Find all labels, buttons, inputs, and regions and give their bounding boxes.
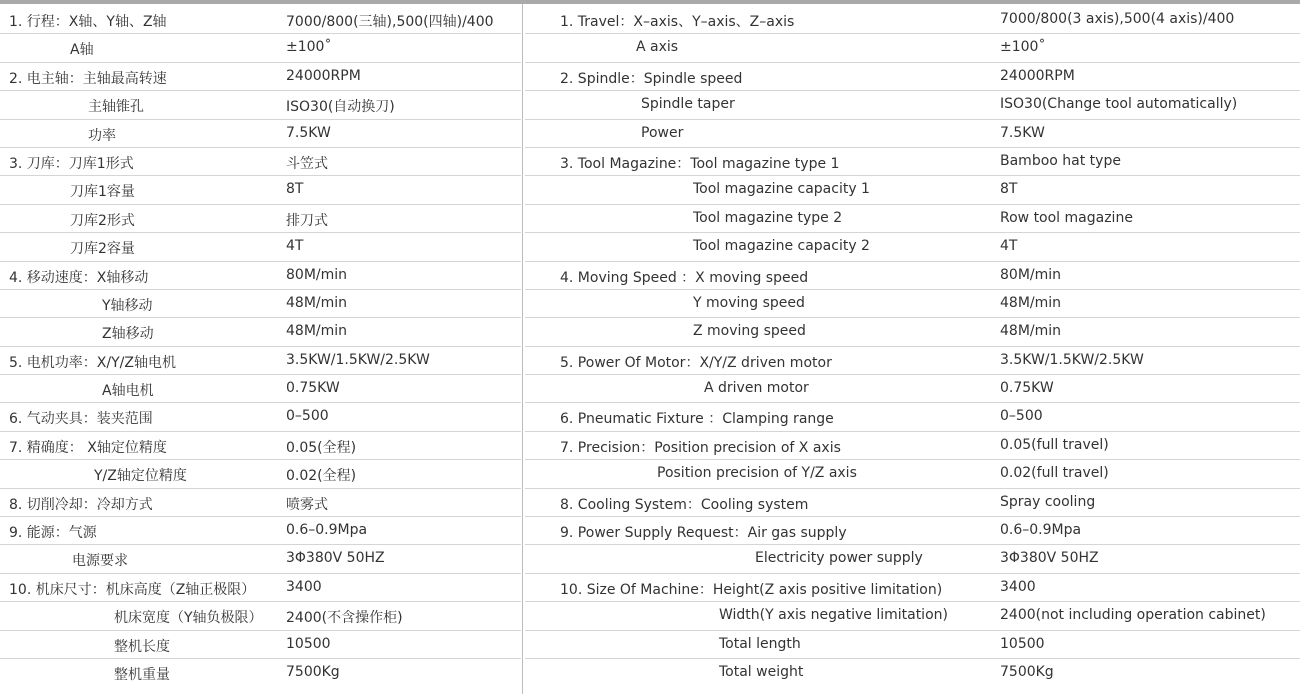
spec-row (525, 233, 1300, 261)
spec-value: 0.05(全程) (286, 439, 357, 456)
spec-row (525, 262, 1300, 290)
spec-value: 8T (1000, 181, 1018, 198)
spec-value: Row tool magazine (1000, 209, 1133, 226)
spec-label: Tool magazine capacity 2 (693, 238, 870, 255)
spec-row (525, 91, 1300, 119)
spec-value: 48M/min (286, 294, 348, 311)
spec-value: 7000/800(3 axis),500(4 axis)/400 (1000, 11, 1235, 27)
spec-value: 3Φ380V 50HZ (1000, 550, 1099, 567)
spec-label: 5. Power Of Motor：X/Y/Z driven motor (560, 354, 832, 371)
spec-row (525, 176, 1300, 204)
spec-row (525, 489, 1300, 517)
spec-label: Z moving speed (693, 323, 806, 340)
spec-row (0, 574, 521, 602)
spec-value: 4T (286, 238, 304, 255)
spec-label: Spindle taper (641, 96, 735, 113)
spec-value: ±100˚ (1000, 39, 1046, 56)
spec-row (525, 545, 1300, 573)
spec-row (525, 6, 1300, 34)
spec-value: 0.75KW (286, 380, 340, 397)
spec-label: A轴 (70, 42, 94, 59)
spec-label: 1. Travel：X–axis、Y–axis、Z–axis (560, 14, 795, 30)
spec-value: 喷雾式 (286, 496, 328, 513)
spec-value: ±100˚ (286, 39, 332, 56)
spec-value: ISO30(Change tool automatically) (1000, 96, 1238, 113)
spec-row (0, 403, 521, 431)
spec-value: 24000RPM (286, 67, 361, 84)
spec-label: 9. 能源：气源 (9, 525, 97, 542)
spec-label: Tool magazine capacity 1 (693, 181, 870, 198)
spec-label: 电源要求 (72, 553, 128, 570)
spec-label: Position precision of Y/Z axis (657, 465, 857, 482)
spec-value: 10500 (286, 635, 331, 652)
spec-label: 整机重量 (114, 666, 170, 683)
spec-row (525, 120, 1300, 148)
spec-value: 斗笠式 (286, 155, 328, 172)
spec-label: Y moving speed (693, 294, 805, 311)
spec-value: 48M/min (286, 323, 348, 340)
spec-value: 48M/min (1000, 323, 1062, 340)
spec-value: 0.02(全程) (286, 468, 357, 485)
spec-label: Electricity power supply (755, 550, 923, 567)
spec-value: 3400 (1000, 578, 1036, 595)
spec-row (525, 574, 1300, 602)
spec-row (0, 460, 521, 488)
spec-row (0, 6, 521, 34)
spec-row (525, 318, 1300, 346)
spec-value: 10500 (1000, 635, 1045, 652)
spec-label: 主轴锥孔 (88, 99, 144, 116)
spec-row (525, 631, 1300, 659)
spec-label: 机床宽度（Y轴负极限） (114, 610, 263, 627)
spec-row (0, 91, 521, 119)
spec-label: A driven motor (704, 380, 809, 397)
column-divider (522, 4, 523, 694)
spec-value: 7500Kg (286, 663, 340, 680)
spec-row (0, 489, 521, 517)
spec-table-english (525, 6, 1300, 687)
spec-label: 6. 气动夹具：装夹范围 (9, 411, 153, 428)
spec-value: 4T (1000, 238, 1018, 255)
spec-label: Y轴移动 (102, 297, 153, 314)
spec-label: 刀库2形式 (70, 212, 135, 229)
spec-value: 3.5KW/1.5KW/2.5KW (1000, 351, 1144, 368)
spec-value: 0.6–0.9Mpa (286, 522, 368, 539)
spec-value: 0.6–0.9Mpa (1000, 522, 1082, 539)
spec-label: Tool magazine type 2 (693, 209, 843, 226)
spec-row (0, 659, 521, 687)
spec-row (0, 432, 521, 460)
spec-label: 3. 刀库：刀库1形式 (9, 155, 134, 172)
spec-row (525, 659, 1300, 687)
spec-row (0, 375, 521, 403)
spec-value: 0–500 (1000, 408, 1043, 425)
spec-value: 3.5KW/1.5KW/2.5KW (286, 351, 430, 368)
spec-row (525, 205, 1300, 233)
spec-row (525, 460, 1300, 488)
spec-label: 8. Cooling System：Cooling system (560, 496, 809, 513)
spec-label: 2. Spindle：Spindle speed (560, 70, 743, 87)
spec-label: 4. Moving Speed ：X moving speed (560, 269, 809, 286)
spec-label: 1. 行程：X轴、Y轴、Z轴 (9, 14, 167, 30)
spec-value: 80M/min (286, 266, 348, 283)
spec-value: 7.5KW (1000, 124, 1045, 141)
spec-value: 3Φ380V 50HZ (286, 550, 385, 567)
spec-value: 7500Kg (1000, 663, 1054, 680)
spec-row (0, 233, 521, 261)
spec-value: Spray cooling (1000, 493, 1096, 510)
spec-label: A axis (636, 39, 679, 56)
spec-label: 10. Size Of Machine：Height(Z axis positive limitation) (560, 581, 943, 598)
spec-label: 整机长度 (114, 638, 170, 655)
spec-value: 80M/min (1000, 266, 1062, 283)
spec-value: 0.05(full travel) (1000, 436, 1109, 453)
spec-label: 6. Pneumatic Fixture ：Clamping range (560, 411, 834, 428)
spec-value: ISO30(自动换刀) (286, 99, 395, 116)
spec-label: Y/Z轴定位精度 (94, 468, 187, 485)
spec-label: Power (641, 124, 684, 141)
spec-value: 7.5KW (286, 124, 331, 141)
spec-label: Total length (719, 635, 801, 652)
spec-row (0, 262, 521, 290)
spec-value: 2400(不含操作柜) (286, 610, 403, 627)
spec-label: Width(Y axis negative limitation) (719, 607, 948, 624)
spec-row (0, 517, 521, 545)
spec-value: 8T (286, 181, 304, 198)
spec-row (525, 347, 1300, 375)
spec-value: 排刀式 (286, 212, 328, 229)
spec-row (0, 318, 521, 346)
spec-label: 刀库2容量 (70, 241, 135, 258)
spec-row (0, 176, 521, 204)
spec-row (0, 120, 521, 148)
spec-row (0, 631, 521, 659)
spec-row (0, 347, 521, 375)
spec-label: 10. 机床尺寸：机床高度（Z轴正极限） (9, 581, 256, 598)
spec-row (525, 63, 1300, 91)
spec-row (525, 375, 1300, 403)
spec-label: 8. 切削冷却：冷却方式 (9, 496, 153, 513)
spec-label: 4. 移动速度：X轴移动 (9, 269, 149, 286)
spec-row (0, 34, 521, 62)
spec-label: A轴电机 (102, 383, 154, 400)
spec-table-chinese (0, 6, 521, 687)
spec-label: Z轴移动 (102, 326, 154, 343)
spec-row (525, 602, 1300, 630)
spec-label: 7. Precision：Position precision of X axis (560, 439, 841, 456)
spec-value: 7000/800(三轴),500(四轴)/400 (286, 14, 494, 30)
spec-value: 0.02(full travel) (1000, 465, 1109, 482)
spec-value: 48M/min (1000, 294, 1062, 311)
spec-value: 2400(not including operation cabinet) (1000, 607, 1266, 624)
spec-row (525, 34, 1300, 62)
spec-row (0, 205, 521, 233)
spec-value: Bamboo hat type (1000, 152, 1121, 169)
spec-label: 刀库1容量 (70, 184, 135, 201)
spec-row (0, 63, 521, 91)
spec-value: 3400 (286, 578, 322, 595)
spec-label: 2. 电主轴：主轴最高转速 (9, 70, 167, 87)
spec-row (0, 545, 521, 573)
spec-label: 9. Power Supply Request：Air gas supply (560, 525, 847, 542)
spec-label: 5. 电机功率：X/Y/Z轴电机 (9, 354, 176, 371)
spec-label: 3. Tool Magazine：Tool magazine type 1 (560, 155, 840, 172)
spec-row (525, 290, 1300, 318)
spec-value: 0.75KW (1000, 380, 1054, 397)
spec-row (525, 403, 1300, 431)
spec-row (0, 290, 521, 318)
spec-row (0, 148, 521, 176)
spec-row (0, 602, 521, 630)
top-rule (0, 0, 1300, 4)
spec-value: 0–500 (286, 408, 329, 425)
spec-row (525, 148, 1300, 176)
spec-row (525, 517, 1300, 545)
spec-label: 功率 (88, 127, 116, 144)
spec-value: 24000RPM (1000, 67, 1075, 84)
spec-label: Total weight (719, 663, 804, 680)
spec-label: 7. 精确度： X轴定位精度 (9, 439, 167, 456)
spec-row (525, 432, 1300, 460)
